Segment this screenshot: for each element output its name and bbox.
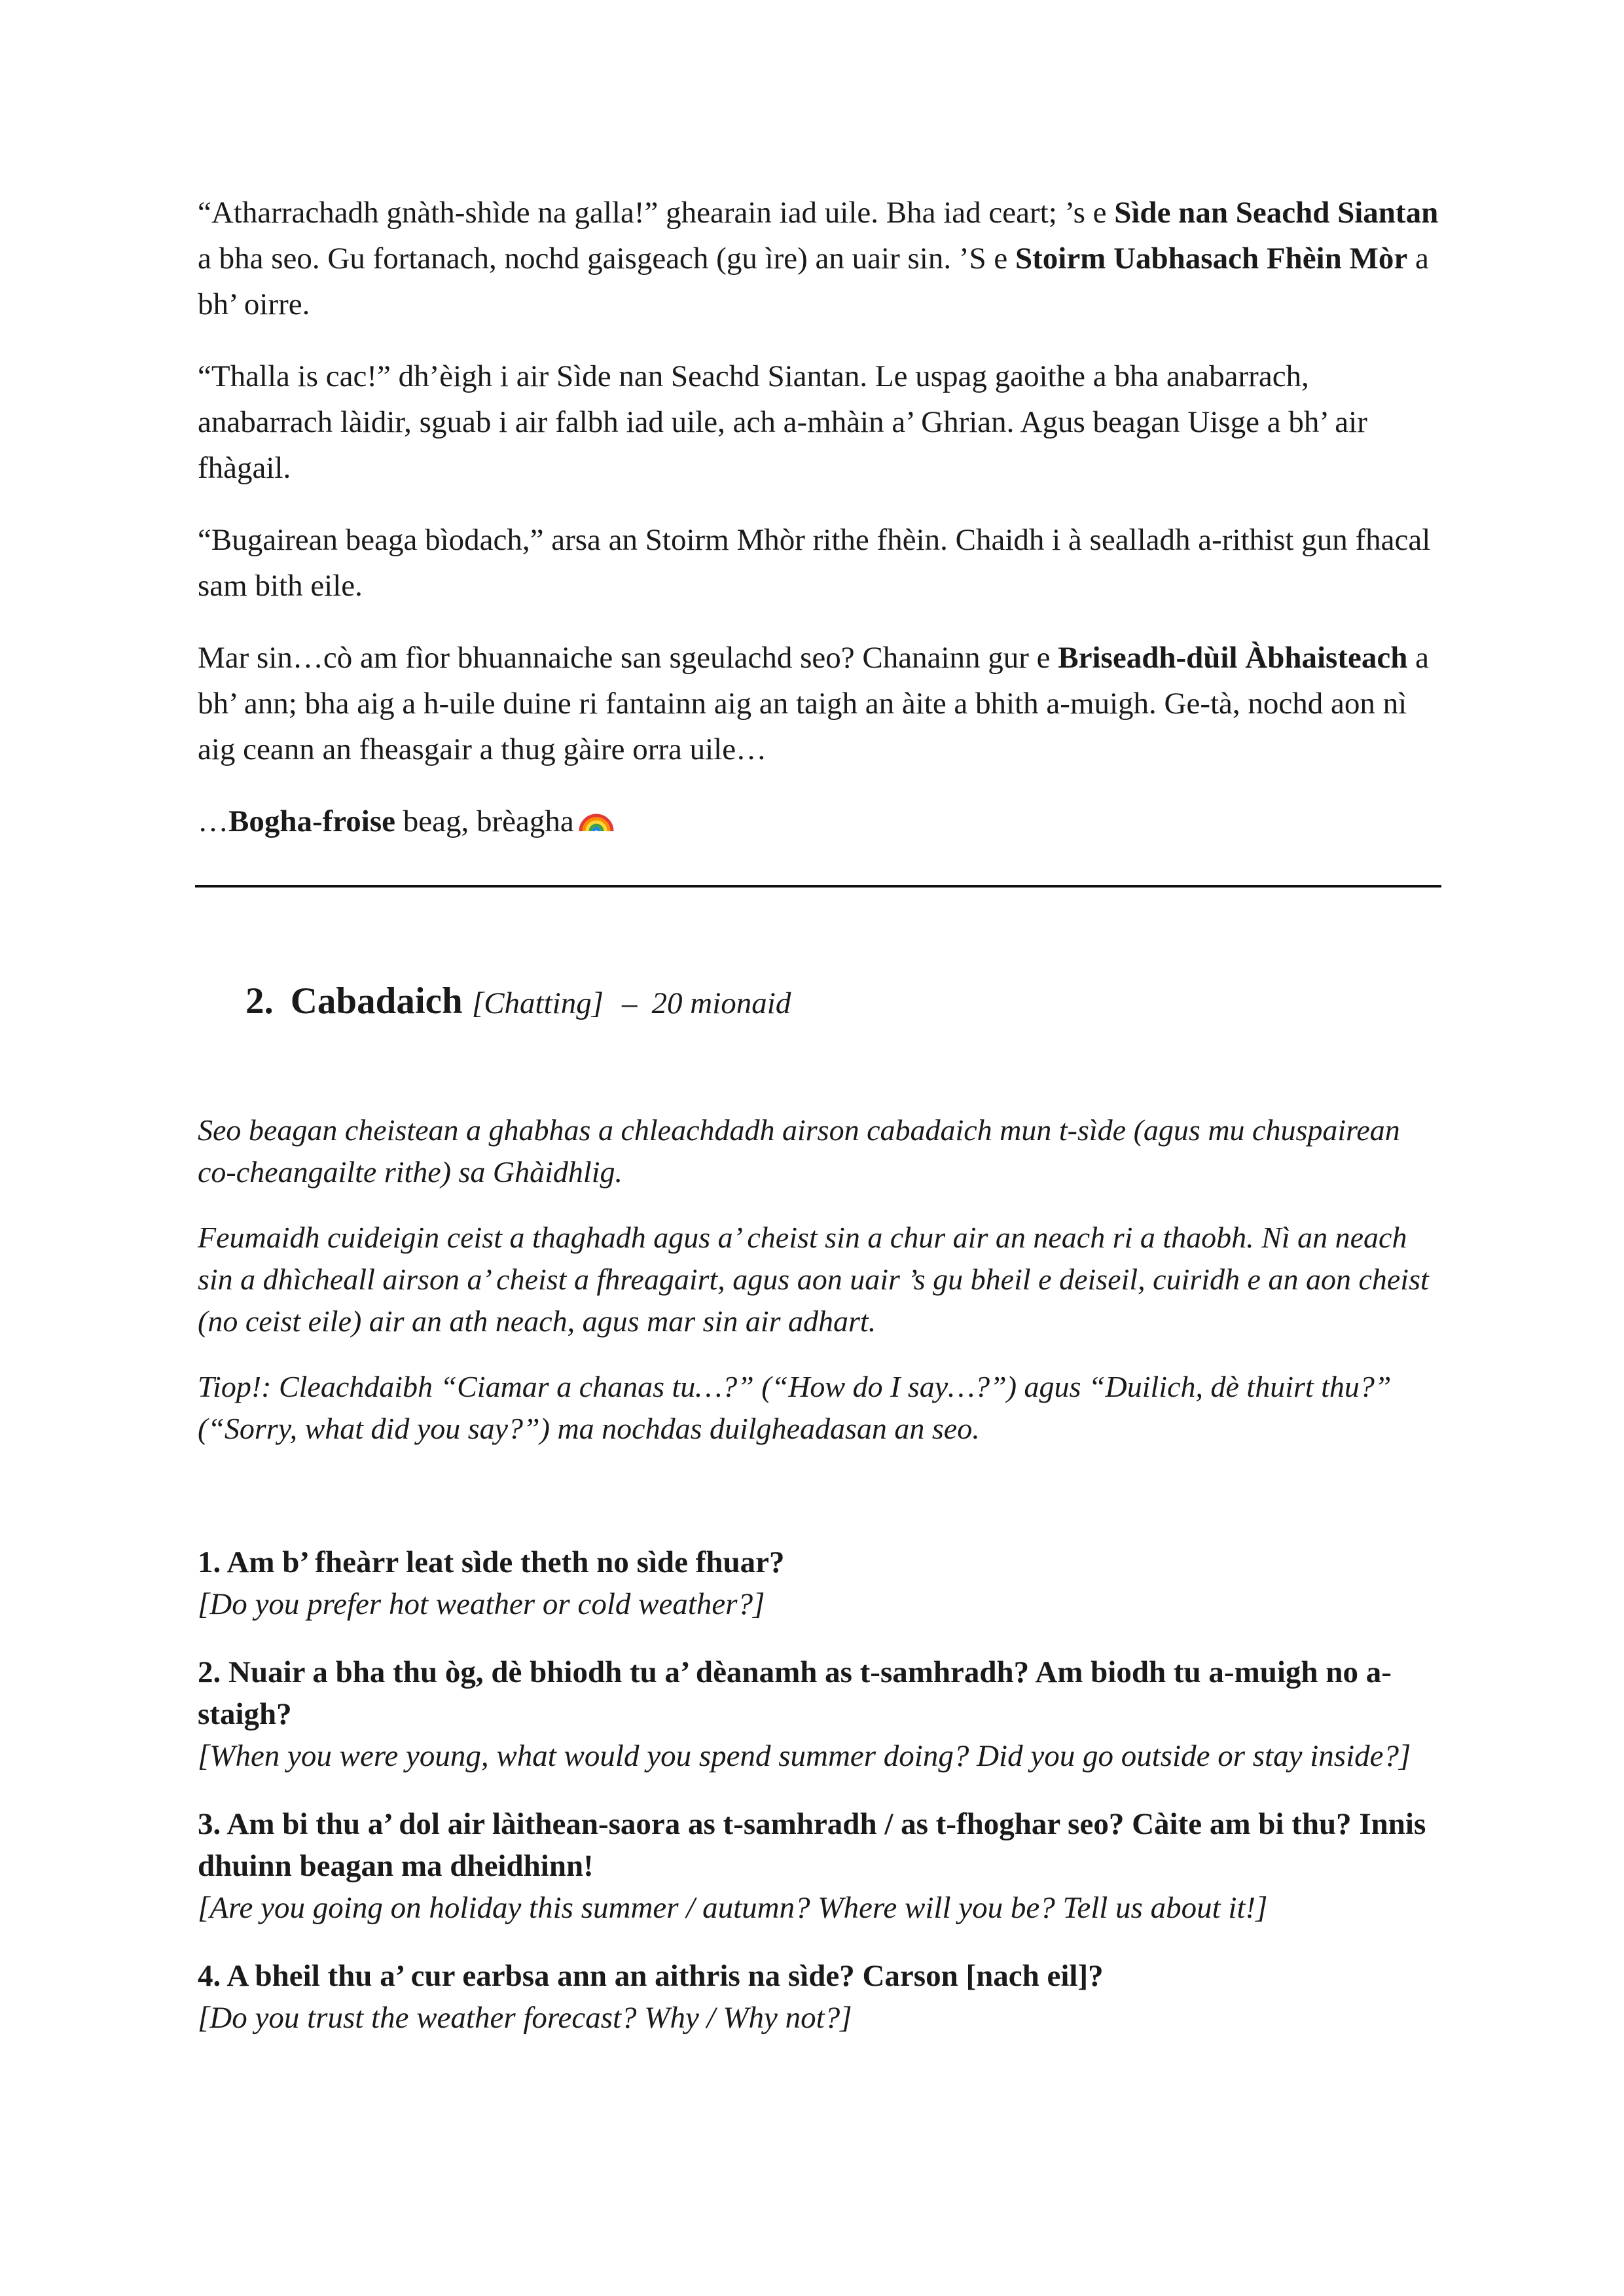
- question-gaelic: 3. Am bi thu a’ dol air làithean-saora as t-samhradh / as t-fhoghar seo? Càite am bi thu? Innis dhuinn beagan ma dheidhinn!: [198, 1807, 1426, 1883]
- section-translation: [Chatting]: [471, 986, 604, 1020]
- story-bold-term: Stoirm Uabhasach Fhèin Mòr: [1015, 242, 1408, 276]
- question-english: [Do you prefer hot weather or cold weather?]: [198, 1587, 765, 1621]
- story-text: a bha seo. Gu fortanach, nochd gaisgeach (gu ìre) an uair sin. ’S e: [198, 242, 1015, 276]
- story-paragraph-5: [198, 798, 1441, 844]
- section-duration: 20 mionaid: [651, 986, 791, 1020]
- question-gaelic: 4. A bheil thu a’ cur earbsa ann an aithris na sìde? Carson [nach eil]?: [198, 1959, 1104, 1993]
- section-divider: [195, 885, 1441, 888]
- story-bold-term: Bogha-froise: [228, 804, 396, 838]
- story-paragraph-2: “Thalla is cac!” dh’èigh i air Sìde nan Seachd Siantan. Le uspag gaoithe a bha anabarrach, anabarrach làidir, sguab i air falbh iad uile, ach a-mhàin a’ Ghrian. Agus beagan Uisge a bh’ air fhàgail.: [198, 359, 1367, 485]
- question-english: [Are you going on holiday this summer / autumn? Where will you be? Tell us about it!]: [198, 1891, 1268, 1925]
- section-dash: –: [622, 986, 638, 1020]
- tip-paragraph: Tiop!: Cleachdaibh “Ciamar a chanas tu…?” (“How do I say…?”) agus “Duilich, dè thuirt thu?” (“Sorry, what did you say?”) ma nochdas duilgheadasan an seo.: [198, 1370, 1392, 1445]
- story-text: “Atharrachadh gnàth-shìde na galla!” ghearain iad uile. Bha iad ceart; ’s e: [198, 196, 1115, 230]
- story-text: a bh’ ann; bha aig a h-uile duine ri fantainn aig an taigh an àite a bhith a-muigh. Ge-tà, nochd aon nì aig ceann an fheasgair a thug gàire orra uile…: [198, 641, 1429, 766]
- story-paragraph-1: [198, 190, 1441, 327]
- instruction-paragraph: Seo beagan cheistean a ghabhas a chleachdadh airson cabadaich mun t-sìde (agus mu chuspairean co-cheangailte rithe) sa Ghàidhlig.: [198, 1113, 1400, 1189]
- question-english: [When you were young, what would you spend summer doing? Did you go outside or stay inside?]: [198, 1739, 1411, 1773]
- story-bold-term: Briseadh-dùil Àbhaisteach: [1058, 641, 1408, 675]
- question-item: [198, 1541, 1441, 1625]
- question-item: [198, 1955, 1441, 2039]
- question-item: [198, 1651, 1441, 1777]
- section-number: 2.: [245, 980, 274, 1022]
- question-list: [198, 1541, 1441, 2065]
- story-paragraph-4: [198, 635, 1441, 772]
- story-bold-term: Sìde nan Seachd Siantan: [1114, 196, 1439, 230]
- story-text: beag, brèagha: [395, 804, 574, 838]
- instruction-paragraph: Feumaidh cuideigin ceist a thaghadh agus a’ cheist sin a chur air an neach ri a thaobh. Nì an neach sin a dhìcheall airson a’ cheist a fhreagairt, agus aon uair ’s gu bheil e deiseil, cuiridh e an aon cheist (no ceist eile) air an ath neach, agus mar sin air adhart.: [198, 1221, 1429, 1338]
- section-heading: [245, 975, 791, 1030]
- section-title: Cabadaich: [290, 980, 463, 1022]
- instructions: [198, 1109, 1441, 1473]
- story-paragraph-3: “Bugairean beaga bìodach,” arsa an Stoirm Mhòr rithe fhèin. Chaidh i à sealladh a-rithist gun fhacal sam bith eile.: [198, 523, 1431, 603]
- story-text: a bh’ oirre.: [198, 242, 1429, 321]
- story-text: Mar sin…cò am fìor bhuannaiche san sgeulachd seo? Chanainn gur e: [198, 641, 1058, 675]
- question-item: [198, 1803, 1441, 1929]
- question-gaelic: 1. Am b’ fheàrr leat sìde theth no sìde fhuar?: [198, 1545, 785, 1579]
- rainbow-icon: [578, 805, 615, 834]
- story-section: [198, 190, 1441, 870]
- story-text: …: [198, 804, 228, 838]
- question-english: [Do you trust the weather forecast? Why / Why not?]: [198, 2001, 852, 2035]
- question-gaelic: 2. Nuair a bha thu òg, dè bhiodh tu a’ dèanamh as t-samhradh? Am biodh tu a-muigh no a-staigh?: [198, 1655, 1392, 1731]
